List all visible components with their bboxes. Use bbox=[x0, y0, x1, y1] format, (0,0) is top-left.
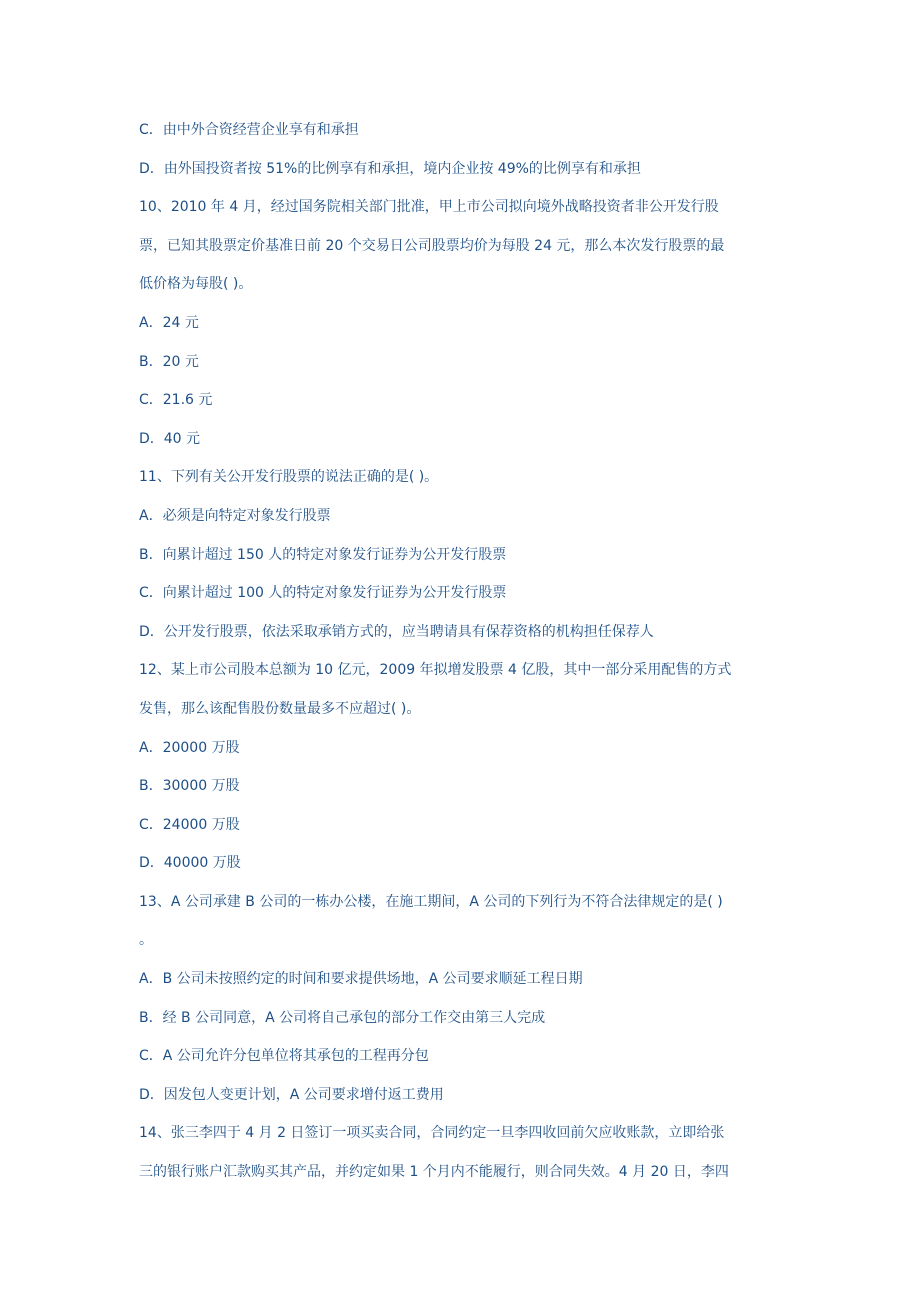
option-line: C．24000 万股 bbox=[139, 816, 240, 833]
question-11-line: 11、下列有关公开发行股票的说法正确的是( )。 bbox=[139, 469, 439, 486]
option-line: D．因发包人变更计划，A 公司要求增付返工费用 bbox=[139, 1086, 444, 1103]
option-line: B．20 元 bbox=[139, 353, 199, 370]
option-line: D．由外国投资者按 51%的比例享有和承担，境内企业按 49%的比例享有和承担 bbox=[139, 160, 641, 177]
question-14-line-2: 三的银行账户汇款购买其产品，并约定如果 1 个月内不能履行，则合同失效。4 月 20 日，李四 bbox=[139, 1164, 729, 1181]
option-line: A．B 公司未按照约定的时间和要求提供场地，A 公司要求顺延工程日期 bbox=[139, 971, 583, 988]
document-body bbox=[139, 118, 799, 1199]
option-line: C．由中外合资经营企业享有和承担 bbox=[139, 122, 359, 138]
question-10-line-1: 10、2010 年 4 月，经过国务院相关部门批准，甲上市公司拟向境外战略投资者非公开发行股 bbox=[139, 199, 719, 216]
question-14-line-1: 14、张三李四于 4 月 2 日签订一项买卖合同，合同约定一旦李四收回前欠应收账款，立即给张 bbox=[139, 1125, 725, 1142]
option-line: B．向累计超过 150 人的特定对象发行证券为公开发行股票 bbox=[139, 546, 507, 563]
option-line: A．20000 万股 bbox=[139, 739, 240, 756]
option-line: D．40 元 bbox=[139, 430, 201, 447]
option-line: A．必须是向特定对象发行股票 bbox=[139, 507, 331, 524]
question-12-line-2: 发售，那么该配售股份数量最多不应超过( )。 bbox=[139, 700, 421, 717]
option-line: D．公开发行股票，依法采取承销方式的，应当聘请具有保荐资格的机构担任保荐人 bbox=[139, 623, 654, 640]
option-line: C．21.6 元 bbox=[139, 392, 213, 409]
question-10-line-3: 低价格为每股( )。 bbox=[139, 276, 253, 293]
option-line: B．经 B 公司同意，A 公司将自己承包的部分工作交由第三人完成 bbox=[139, 1009, 546, 1026]
question-13-line-2: 。 bbox=[139, 932, 153, 949]
option-line: A．24 元 bbox=[139, 314, 199, 331]
question-10-line-2: 票，已知其股票定价基准日前 20 个交易日公司股票均价为每股 24 元，那么本次发行股票的最 bbox=[139, 237, 725, 254]
question-13-line-1: 13、A 公司承建 B 公司的一栋办公楼，在施工期间，A 公司的下列行为不符合法律规定的是( ) bbox=[139, 893, 723, 910]
option-line: D．40000 万股 bbox=[139, 855, 241, 872]
option-line: C．向累计超过 100 人的特定对象发行证券为公开发行股票 bbox=[139, 585, 507, 602]
option-line: C．A 公司允许分包单位将其承包的工程再分包 bbox=[139, 1048, 429, 1065]
option-line: B．30000 万股 bbox=[139, 778, 240, 795]
question-12-line-1: 12、某上市公司股本总额为 10 亿元，2009 年拟增发股票 4 亿股，其中一部分采用配售的方式 bbox=[139, 662, 732, 679]
